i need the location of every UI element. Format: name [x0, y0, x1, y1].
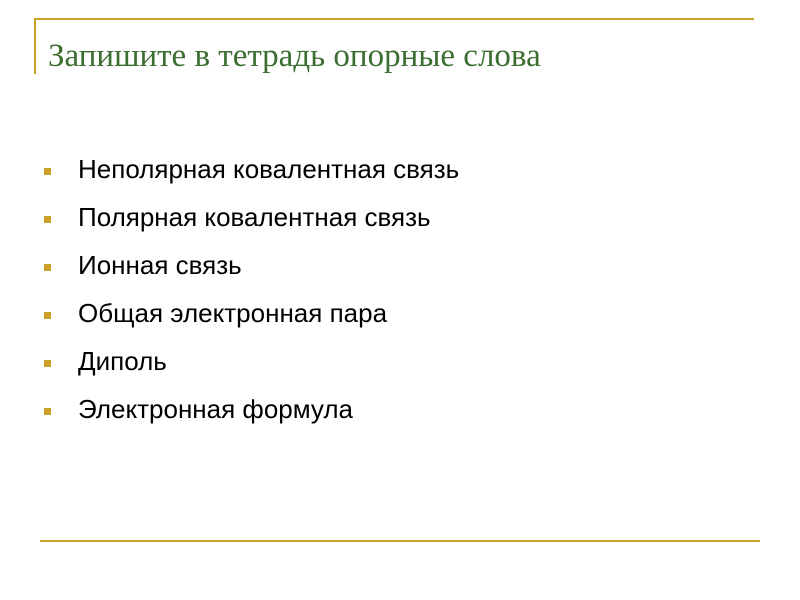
- square-bullet-icon: [44, 360, 51, 367]
- bullet-text: Электронная формула: [78, 393, 353, 424]
- list-item: [44, 289, 459, 337]
- list-item: [44, 145, 459, 193]
- square-bullet-icon: [44, 264, 51, 271]
- bullet-text: Диполь: [78, 345, 167, 376]
- bullet-list: [44, 145, 459, 433]
- square-bullet-icon: [44, 216, 51, 223]
- bullet-text: Полярная ковалентная связь: [78, 201, 431, 232]
- left-decorative-line: [34, 18, 36, 74]
- list-item: [44, 241, 459, 289]
- slide-title: Запишите в тетрадь опорные слова: [48, 38, 541, 74]
- bullet-text: Неполярная ковалентная связь: [78, 153, 460, 184]
- list-item: [44, 193, 459, 241]
- square-bullet-icon: [44, 312, 51, 319]
- square-bullet-icon: [44, 168, 51, 175]
- bullet-text: Общая электронная пара: [78, 297, 388, 328]
- top-decorative-line: [34, 18, 754, 20]
- bullet-text: Ионная связь: [78, 249, 242, 280]
- square-bullet-icon: [44, 408, 51, 415]
- bottom-decorative-line: [40, 540, 760, 542]
- list-item: [44, 337, 459, 385]
- list-item: [44, 385, 459, 433]
